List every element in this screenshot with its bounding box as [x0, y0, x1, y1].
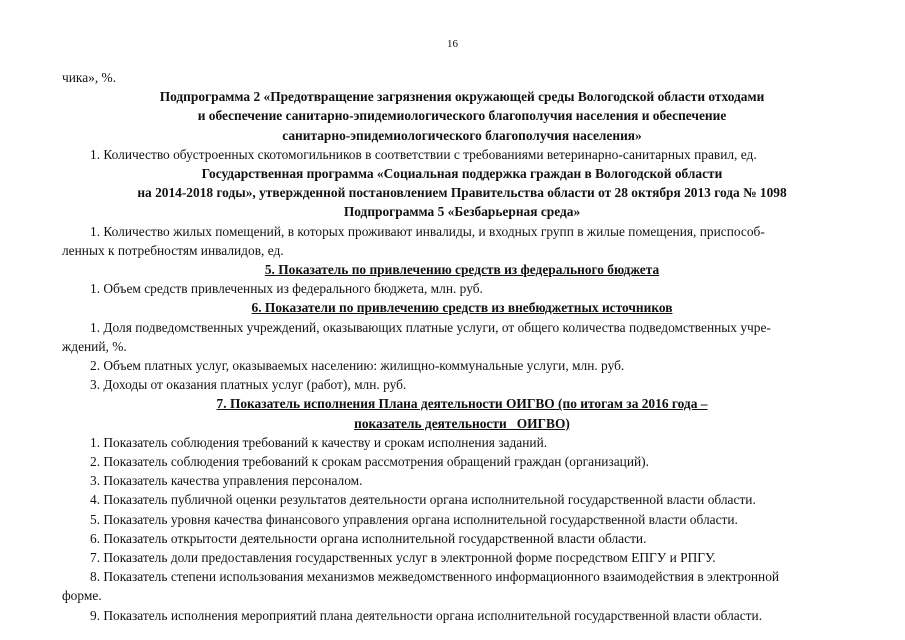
page-number: 16 — [447, 38, 458, 50]
section7-item-4: 4. Показатель публичной оценки результатов деятельности органа исполнительной государственной власти области. — [90, 492, 756, 508]
subprogram2-item-1: 1. Количество обустроенных скотомогильников в соответствии с требованиями ветеринарно-санитарных правил, ед. — [90, 146, 757, 162]
section5-title: 5. Показатель по привлечению средств из федерального бюджета — [264, 262, 660, 278]
document-body — [62, 68, 862, 625]
section6-item-2: 2. Объем платных услуг, оказываемых населению: жилищно-коммунальные услуги, млн. руб. — [90, 358, 625, 374]
state-program-title-line-1: Государственная программа «Социальная поддержка граждан в Вологодской области — [201, 166, 723, 182]
state-program-item-1-cont: ленных к потребностям инвалидов, ед. — [62, 242, 284, 258]
state-program-title-line-2: на 2014-2018 годы», утвержденной постановлением Правительства области от 28 октября 2013 года № 1098 — [137, 185, 787, 201]
subprogram5-title: Подпрограмма 5 «Безбарьерная среда» — [343, 204, 581, 220]
section7-item-5: 5. Показатель уровня качества финансового управления органа исполнительной государственной власти области. — [90, 511, 738, 527]
section7-title-line-2: показатель деятельности ОИГВО) — [354, 415, 570, 431]
subprogram2-title-line-3: санитарно-эпидемиологического благополучия населения» — [282, 127, 642, 143]
section7-item-8: 8. Показатель степени использования механизмов межведомственного информационного взаимодействия в электронной — [90, 569, 780, 585]
subprogram2-title-line-1: Подпрограмма 2 «Предотвращение загрязнения окружающей среды Вологодской области отходами — [159, 89, 765, 105]
section6-title: 6. Показатели по привлечению средств из внебюджетных источников — [251, 300, 673, 316]
section7-title-line-1: 7. Показатель исполнения Плана деятельности ОИГВО (по итогам за 2016 года – — [216, 396, 708, 412]
section7-title — [62, 394, 862, 432]
section6-item-1-cont: ждений, %. — [62, 338, 127, 354]
section7-item-6: 6. Показатель открытости деятельности органа исполнительной государственной власти области. — [90, 530, 647, 546]
subprogram2-title-line-2: и обеспечение санитарно-эпидемиологического благополучия населения и обеспечение — [197, 108, 727, 124]
section6-item-1: 1. Доля подведомственных учреждений, оказывающих платные услуги, от общего количества подведомственных учре- — [90, 319, 771, 335]
section7-item-2: 2. Показатель соблюдения требований к срокам рассмотрения обращений граждан (организаций). — [90, 454, 649, 470]
section6-item-3: 3. Доходы от оказания платных услуг (работ), млн. руб. — [90, 377, 407, 393]
state-program-item-1: 1. Количество жилых помещений, в которых проживают инвалиды, и входных групп в жилые помещения, приспособ- — [90, 223, 765, 239]
text-fragment: чика», %. — [62, 70, 117, 85]
section7-item-3: 3. Показатель качества управления персоналом. — [90, 473, 363, 489]
section7-item-7: 7. Показатель доли предоставления государственных услуг в электронной форме посредством ЕПГУ и РПГУ. — [90, 550, 716, 566]
section7-item-1: 1. Показатель соблюдения требований к качеству и срокам исполнения заданий. — [90, 434, 548, 450]
section7-item-8-cont: форме. — [62, 588, 102, 604]
section7-item-9: 9. Показатель исполнения мероприятий плана деятельности органа исполнительной государственной власти области. — [90, 607, 763, 623]
section5-item-1: 1. Объем средств привлеченных из федерального бюджета, млн. руб. — [90, 281, 483, 297]
